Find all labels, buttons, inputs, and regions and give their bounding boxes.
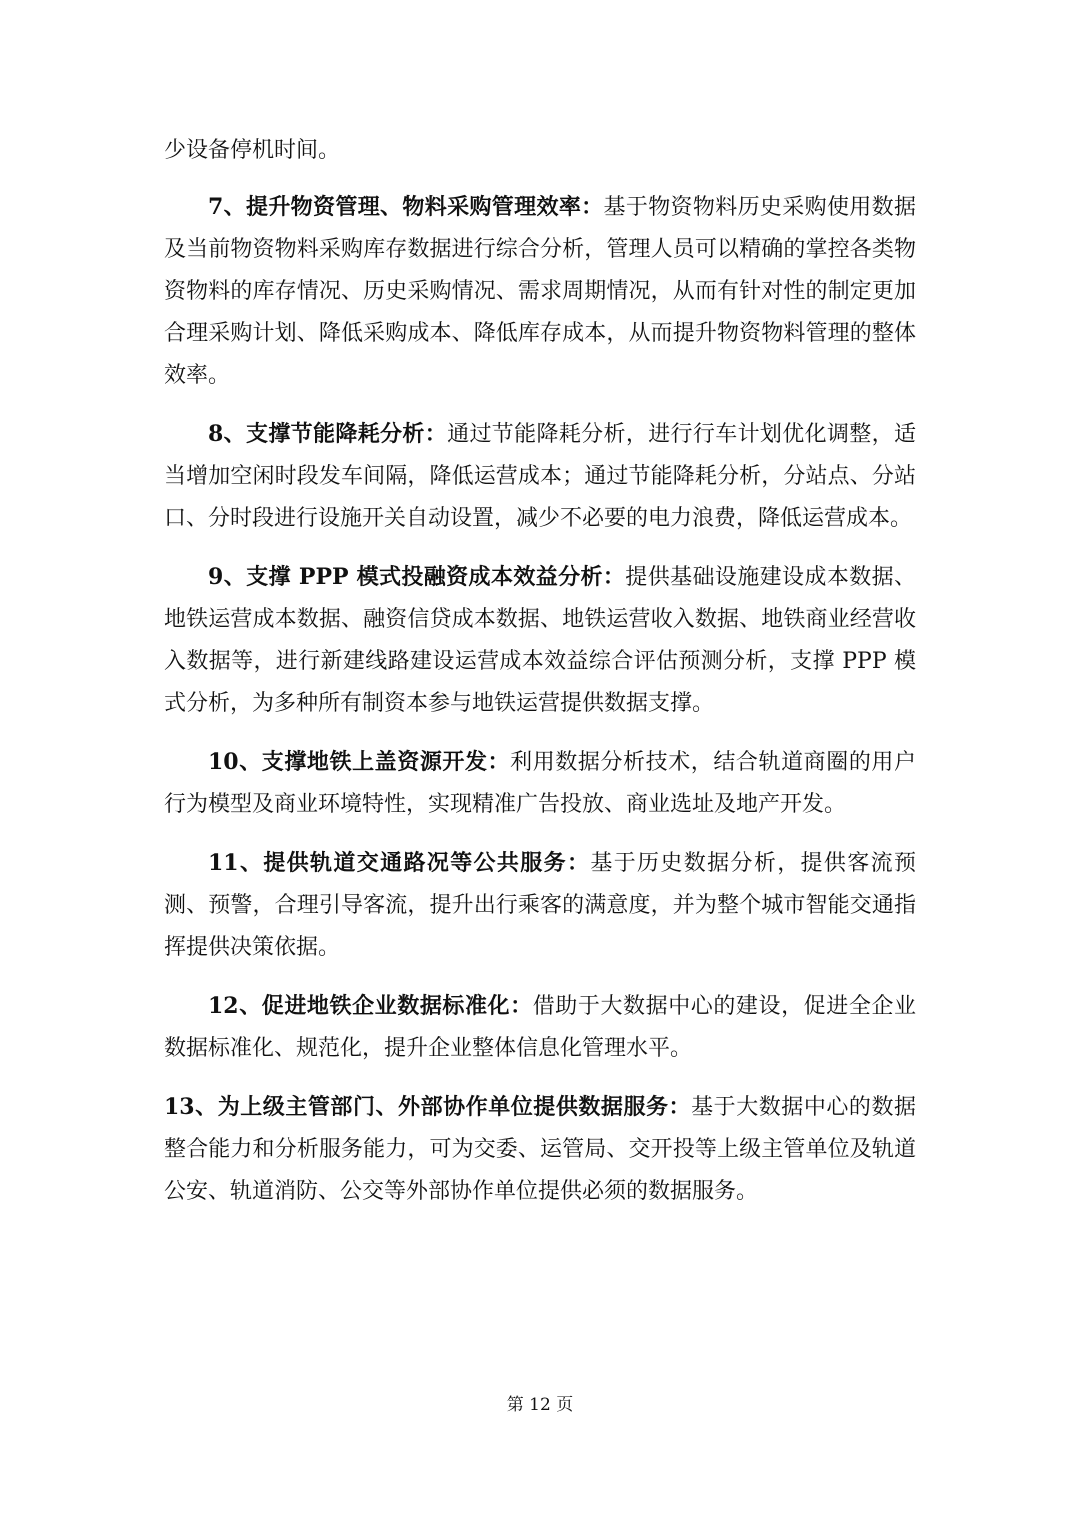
list-item-9 [164, 556, 916, 725]
item-body: 通过节能降耗分析，进行行车计划优化调整，适当增加空闲时段发车间隔，降低运营成本；通过节能降耗分析，分站点、分站口、分时段进行设施开关自动设置，减少不必要的电力浪费，降低运营成本。 [164, 422, 916, 531]
item-body: 提供基础设施建设成本数据、地铁运营成本数据、融资信贷成本数据、地铁运营收入数据、地铁商业经营收入数据等，进行新建线路建设运营成本效益综合评估预测分析，支撑 PPP 模式分析，为多种所有制资本参与地铁运营提供数据支撑。 [164, 565, 916, 716]
item-heading: 8、支撑节能降耗分析： [208, 421, 448, 447]
item-body: 利用数据分析技术，结合轨道商圈的用户行为模型及商业环境特性，实现精准广告投放、商业选址及地产开发。 [164, 750, 916, 817]
item-heading: 12、促进地铁企业数据标准化： [208, 993, 533, 1019]
intro-continuation: 少设备停机时间。 [164, 138, 341, 163]
page-number: 第 12 页 [506, 1395, 574, 1415]
item-heading: 11、提供轨道交通路况等公共服务： [208, 850, 591, 876]
item-heading: 7、提升物资管理、物料采购管理效率： [208, 194, 604, 220]
item-body: 基于物资物料历史采购使用数据及当前物资物料采购库存数据进行综合分析，管理人员可以精确的掌控各类物资物料的库存情况、历史采购情况、需求周期情况，从而有针对性的制定更加合理采购计划、降低采购成本、降低库存成本，从而提升物资物料管理的整体效率。 [164, 195, 916, 388]
item-heading: 9、支撑 PPP 模式投融资成本效益分析： [208, 564, 626, 590]
list-item-12 [164, 985, 916, 1070]
item-body: 基于历史数据分析，提供客流预测、预警，合理引导客流，提升出行乘客的满意度，并为整个城市智能交通指挥提供决策依据。 [164, 851, 916, 960]
item-heading: 13、为上级主管部门、外部协作单位提供数据服务： [164, 1094, 692, 1120]
list-item-7 [164, 186, 916, 397]
item-heading: 10、支撑地铁上盖资源开发： [208, 749, 511, 775]
list-item-8 [164, 413, 916, 540]
list-item-11 [164, 842, 916, 969]
list-item-10 [164, 741, 916, 826]
item-body: 借助于大数据中心的建设，促进全企业数据标准化、规范化，提升企业整体信息化管理水平。 [164, 994, 916, 1061]
document-body [164, 130, 916, 1229]
list-item-13 [164, 1086, 916, 1213]
item-body: 基于大数据中心的数据整合能力和分析服务能力，可为交委、运管局、交开投等上级主管单位及轨道公安、轨道消防、公交等外部协作单位提供必须的数据服务。 [164, 1095, 916, 1204]
